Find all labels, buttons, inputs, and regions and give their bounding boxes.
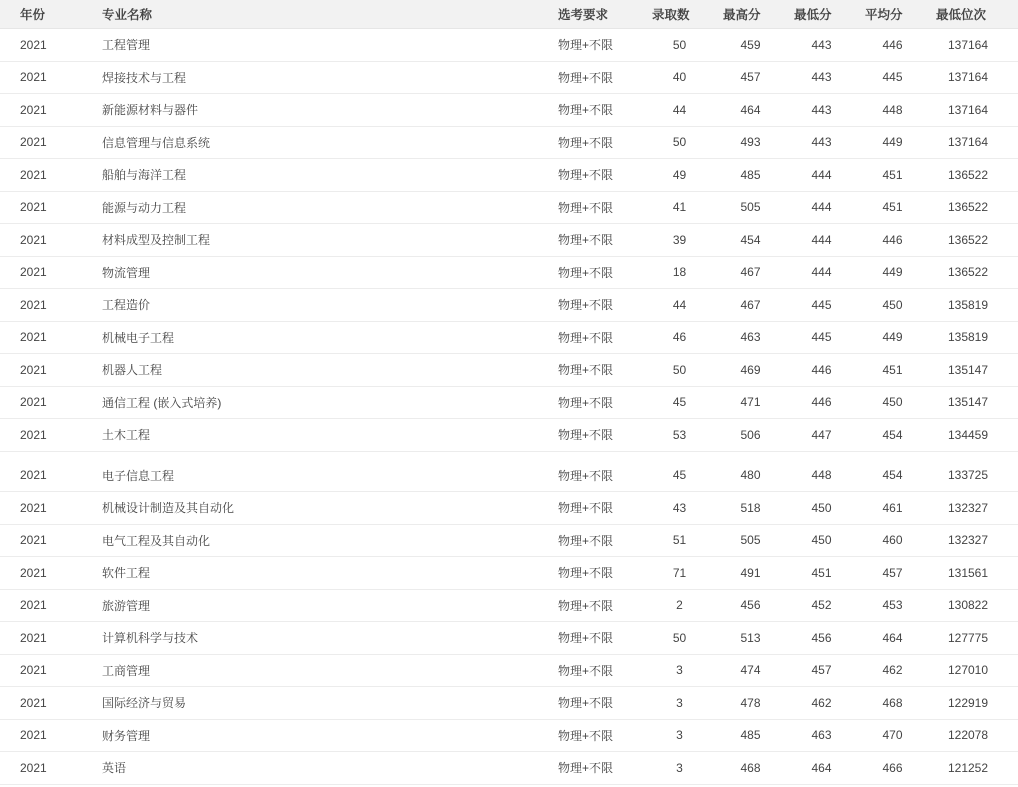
cell-min-score: 445 — [786, 321, 857, 354]
cell-min-score: 444 — [786, 191, 857, 224]
cell-max-score: 471 — [715, 386, 786, 419]
cell-min-score: 445 — [786, 289, 857, 322]
cell-avg-score: 461 — [857, 492, 928, 525]
cell-major: 材料成型及控制工程 — [86, 224, 550, 257]
cell-count: 39 — [644, 224, 715, 257]
cell-count: 2 — [644, 589, 715, 622]
table-row — [0, 61, 1018, 94]
table-row — [0, 224, 1018, 257]
cell-max-score: 469 — [715, 354, 786, 387]
cell-major: 电子信息工程 — [86, 460, 550, 492]
cell-major: 新能源材料与器件 — [86, 94, 550, 127]
table-row — [0, 29, 1018, 62]
cell-major: 机器人工程 — [86, 354, 550, 387]
table-row — [0, 622, 1018, 655]
cell-avg-score: 450 — [857, 386, 928, 419]
cell-year: 2021 — [0, 687, 86, 720]
cell-count: 50 — [644, 354, 715, 387]
cell-count: 44 — [644, 289, 715, 322]
cell-requirement: 物理+不限 — [550, 256, 644, 289]
cell-max-score: 505 — [715, 524, 786, 557]
cell-year: 2021 — [0, 460, 86, 492]
cell-count: 50 — [644, 622, 715, 655]
cell-min-score: 446 — [786, 354, 857, 387]
cell-min-score: 443 — [786, 29, 857, 62]
column-header-min-rank: 最低位次 — [928, 0, 1018, 29]
cell-min-score: 447 — [786, 419, 857, 452]
column-header-max-score: 最高分 — [715, 0, 786, 29]
cell-requirement: 物理+不限 — [550, 419, 644, 452]
cell-min-rank: 121252 — [928, 752, 1018, 785]
cell-max-score: 468 — [715, 752, 786, 785]
cell-max-score: 491 — [715, 557, 786, 590]
table-body — [0, 29, 1018, 785]
cell-min-score: 444 — [786, 224, 857, 257]
table-row — [0, 354, 1018, 387]
cell-year: 2021 — [0, 419, 86, 452]
cell-count: 45 — [644, 460, 715, 492]
cell-avg-score: 446 — [857, 29, 928, 62]
table-header-row — [0, 0, 1018, 29]
cell-min-rank: 132327 — [928, 524, 1018, 557]
table-row — [0, 460, 1018, 492]
cell-min-rank: 136522 — [928, 191, 1018, 224]
table-row — [0, 687, 1018, 720]
cell-avg-score: 468 — [857, 687, 928, 720]
cell-year: 2021 — [0, 256, 86, 289]
cell-major: 工程造价 — [86, 289, 550, 322]
cell-avg-score: 457 — [857, 557, 928, 590]
cell-avg-score: 449 — [857, 256, 928, 289]
cell-major: 焊接技术与工程 — [86, 61, 550, 94]
table-row — [0, 419, 1018, 452]
cell-min-rank: 127775 — [928, 622, 1018, 655]
cell-year: 2021 — [0, 589, 86, 622]
cell-avg-score: 466 — [857, 752, 928, 785]
cell-min-rank: 122078 — [928, 719, 1018, 752]
cell-avg-score: 453 — [857, 589, 928, 622]
cell-max-score: 454 — [715, 224, 786, 257]
cell-count: 44 — [644, 94, 715, 127]
cell-count: 71 — [644, 557, 715, 590]
cell-max-score: 513 — [715, 622, 786, 655]
table-row — [0, 256, 1018, 289]
cell-year: 2021 — [0, 492, 86, 525]
cell-requirement: 物理+不限 — [550, 224, 644, 257]
cell-major: 工程管理 — [86, 29, 550, 62]
cell-min-rank: 127010 — [928, 654, 1018, 687]
cell-count: 50 — [644, 126, 715, 159]
cell-major: 通信工程 (嵌入式培养) — [86, 386, 550, 419]
cell-year: 2021 — [0, 524, 86, 557]
table-header — [0, 0, 1018, 29]
table-row — [0, 719, 1018, 752]
cell-count: 43 — [644, 492, 715, 525]
cell-requirement: 物理+不限 — [550, 94, 644, 127]
cell-avg-score: 464 — [857, 622, 928, 655]
cell-requirement: 物理+不限 — [550, 752, 644, 785]
cell-major: 电气工程及其自动化 — [86, 524, 550, 557]
table-row — [0, 752, 1018, 785]
cell-requirement: 物理+不限 — [550, 589, 644, 622]
cell-major: 机械电子工程 — [86, 321, 550, 354]
column-header-count: 录取数 — [644, 0, 715, 29]
cell-avg-score: 462 — [857, 654, 928, 687]
cell-count: 3 — [644, 654, 715, 687]
cell-max-score: 478 — [715, 687, 786, 720]
cell-requirement: 物理+不限 — [550, 289, 644, 322]
cell-year: 2021 — [0, 94, 86, 127]
cell-requirement: 物理+不限 — [550, 386, 644, 419]
table-row — [0, 159, 1018, 192]
cell-count: 49 — [644, 159, 715, 192]
cell-requirement: 物理+不限 — [550, 191, 644, 224]
cell-major: 英语 — [86, 752, 550, 785]
cell-year: 2021 — [0, 61, 86, 94]
cell-major: 船舶与海洋工程 — [86, 159, 550, 192]
row-separator — [0, 451, 1018, 460]
table-row — [0, 589, 1018, 622]
table-row — [0, 289, 1018, 322]
cell-avg-score: 448 — [857, 94, 928, 127]
cell-year: 2021 — [0, 752, 86, 785]
cell-major: 计算机科学与技术 — [86, 622, 550, 655]
cell-year: 2021 — [0, 354, 86, 387]
cell-major: 机械设计制造及其自动化 — [86, 492, 550, 525]
cell-count: 50 — [644, 29, 715, 62]
cell-requirement: 物理+不限 — [550, 524, 644, 557]
cell-min-score: 450 — [786, 492, 857, 525]
cell-year: 2021 — [0, 126, 86, 159]
cell-max-score: 464 — [715, 94, 786, 127]
cell-min-score: 443 — [786, 61, 857, 94]
table-row — [0, 126, 1018, 159]
column-header-year: 年份 — [0, 0, 86, 29]
cell-min-rank: 135147 — [928, 354, 1018, 387]
cell-min-score: 464 — [786, 752, 857, 785]
cell-max-score: 493 — [715, 126, 786, 159]
cell-requirement: 物理+不限 — [550, 687, 644, 720]
cell-min-score: 463 — [786, 719, 857, 752]
cell-requirement: 物理+不限 — [550, 460, 644, 492]
cell-min-rank: 122919 — [928, 687, 1018, 720]
cell-major: 能源与动力工程 — [86, 191, 550, 224]
cell-avg-score: 446 — [857, 224, 928, 257]
cell-min-rank: 136522 — [928, 159, 1018, 192]
cell-max-score: 518 — [715, 492, 786, 525]
cell-max-score: 459 — [715, 29, 786, 62]
table-row — [0, 654, 1018, 687]
cell-count: 3 — [644, 687, 715, 720]
table-row — [0, 386, 1018, 419]
cell-requirement: 物理+不限 — [550, 159, 644, 192]
cell-year: 2021 — [0, 289, 86, 322]
cell-min-rank: 134459 — [928, 419, 1018, 452]
cell-max-score: 485 — [715, 159, 786, 192]
cell-min-rank: 133725 — [928, 460, 1018, 492]
cell-year: 2021 — [0, 557, 86, 590]
cell-max-score: 506 — [715, 419, 786, 452]
cell-count: 41 — [644, 191, 715, 224]
cell-max-score: 505 — [715, 191, 786, 224]
cell-max-score: 467 — [715, 289, 786, 322]
cell-year: 2021 — [0, 622, 86, 655]
cell-max-score: 457 — [715, 61, 786, 94]
cell-min-rank: 135819 — [928, 321, 1018, 354]
cell-min-rank: 135147 — [928, 386, 1018, 419]
cell-major: 工商管理 — [86, 654, 550, 687]
table-row — [0, 191, 1018, 224]
cell-count: 53 — [644, 419, 715, 452]
column-header-major: 专业名称 — [86, 0, 550, 29]
cell-year: 2021 — [0, 159, 86, 192]
cell-max-score: 480 — [715, 460, 786, 492]
cell-avg-score: 451 — [857, 159, 928, 192]
cell-min-rank: 131561 — [928, 557, 1018, 590]
cell-max-score: 485 — [715, 719, 786, 752]
cell-min-score: 446 — [786, 386, 857, 419]
cell-min-rank: 132327 — [928, 492, 1018, 525]
cell-min-score: 448 — [786, 460, 857, 492]
cell-major: 物流管理 — [86, 256, 550, 289]
cell-year: 2021 — [0, 386, 86, 419]
cell-major: 国际经济与贸易 — [86, 687, 550, 720]
cell-count: 3 — [644, 719, 715, 752]
cell-requirement: 物理+不限 — [550, 719, 644, 752]
cell-avg-score: 454 — [857, 419, 928, 452]
cell-min-score: 444 — [786, 159, 857, 192]
cell-major: 软件工程 — [86, 557, 550, 590]
cell-avg-score: 470 — [857, 719, 928, 752]
cell-min-score: 462 — [786, 687, 857, 720]
cell-avg-score: 450 — [857, 289, 928, 322]
cell-avg-score: 454 — [857, 460, 928, 492]
cell-year: 2021 — [0, 224, 86, 257]
cell-count: 45 — [644, 386, 715, 419]
cell-count: 3 — [644, 752, 715, 785]
cell-year: 2021 — [0, 321, 86, 354]
cell-requirement: 物理+不限 — [550, 126, 644, 159]
column-header-requirement: 选考要求 — [550, 0, 644, 29]
cell-min-rank: 136522 — [928, 256, 1018, 289]
cell-min-score: 444 — [786, 256, 857, 289]
table-row — [0, 557, 1018, 590]
cell-major: 旅游管理 — [86, 589, 550, 622]
table-row — [0, 524, 1018, 557]
cell-min-rank: 135819 — [928, 289, 1018, 322]
table-row — [0, 94, 1018, 127]
cell-requirement: 物理+不限 — [550, 321, 644, 354]
cell-year: 2021 — [0, 191, 86, 224]
table-row — [0, 492, 1018, 525]
cell-requirement: 物理+不限 — [550, 61, 644, 94]
cell-avg-score: 449 — [857, 126, 928, 159]
cell-requirement: 物理+不限 — [550, 557, 644, 590]
cell-count: 40 — [644, 61, 715, 94]
cell-max-score: 474 — [715, 654, 786, 687]
cell-min-score: 452 — [786, 589, 857, 622]
cell-min-score: 451 — [786, 557, 857, 590]
cell-avg-score: 449 — [857, 321, 928, 354]
row-separator-cell — [0, 451, 1018, 460]
cell-avg-score: 451 — [857, 354, 928, 387]
cell-requirement: 物理+不限 — [550, 354, 644, 387]
cell-major: 财务管理 — [86, 719, 550, 752]
cell-min-rank: 137164 — [928, 94, 1018, 127]
cell-min-score: 457 — [786, 654, 857, 687]
cell-avg-score: 445 — [857, 61, 928, 94]
cell-year: 2021 — [0, 29, 86, 62]
cell-count: 51 — [644, 524, 715, 557]
table-row — [0, 321, 1018, 354]
cell-min-rank: 137164 — [928, 126, 1018, 159]
cell-min-rank: 137164 — [928, 61, 1018, 94]
cell-requirement: 物理+不限 — [550, 492, 644, 525]
column-header-avg-score: 平均分 — [857, 0, 928, 29]
cell-max-score: 456 — [715, 589, 786, 622]
cell-min-rank: 137164 — [928, 29, 1018, 62]
cell-count: 18 — [644, 256, 715, 289]
cell-requirement: 物理+不限 — [550, 622, 644, 655]
cell-avg-score: 460 — [857, 524, 928, 557]
cell-requirement: 物理+不限 — [550, 29, 644, 62]
cell-min-score: 450 — [786, 524, 857, 557]
cell-max-score: 463 — [715, 321, 786, 354]
cell-max-score: 467 — [715, 256, 786, 289]
cell-min-score: 456 — [786, 622, 857, 655]
cell-avg-score: 451 — [857, 191, 928, 224]
column-header-min-score: 最低分 — [786, 0, 857, 29]
cell-major: 信息管理与信息系统 — [86, 126, 550, 159]
cell-year: 2021 — [0, 719, 86, 752]
cell-min-score: 443 — [786, 94, 857, 127]
cell-min-rank: 136522 — [928, 224, 1018, 257]
cell-requirement: 物理+不限 — [550, 654, 644, 687]
cell-year: 2021 — [0, 654, 86, 687]
cell-major: 土木工程 — [86, 419, 550, 452]
cell-count: 46 — [644, 321, 715, 354]
cell-min-rank: 130822 — [928, 589, 1018, 622]
cell-min-score: 443 — [786, 126, 857, 159]
